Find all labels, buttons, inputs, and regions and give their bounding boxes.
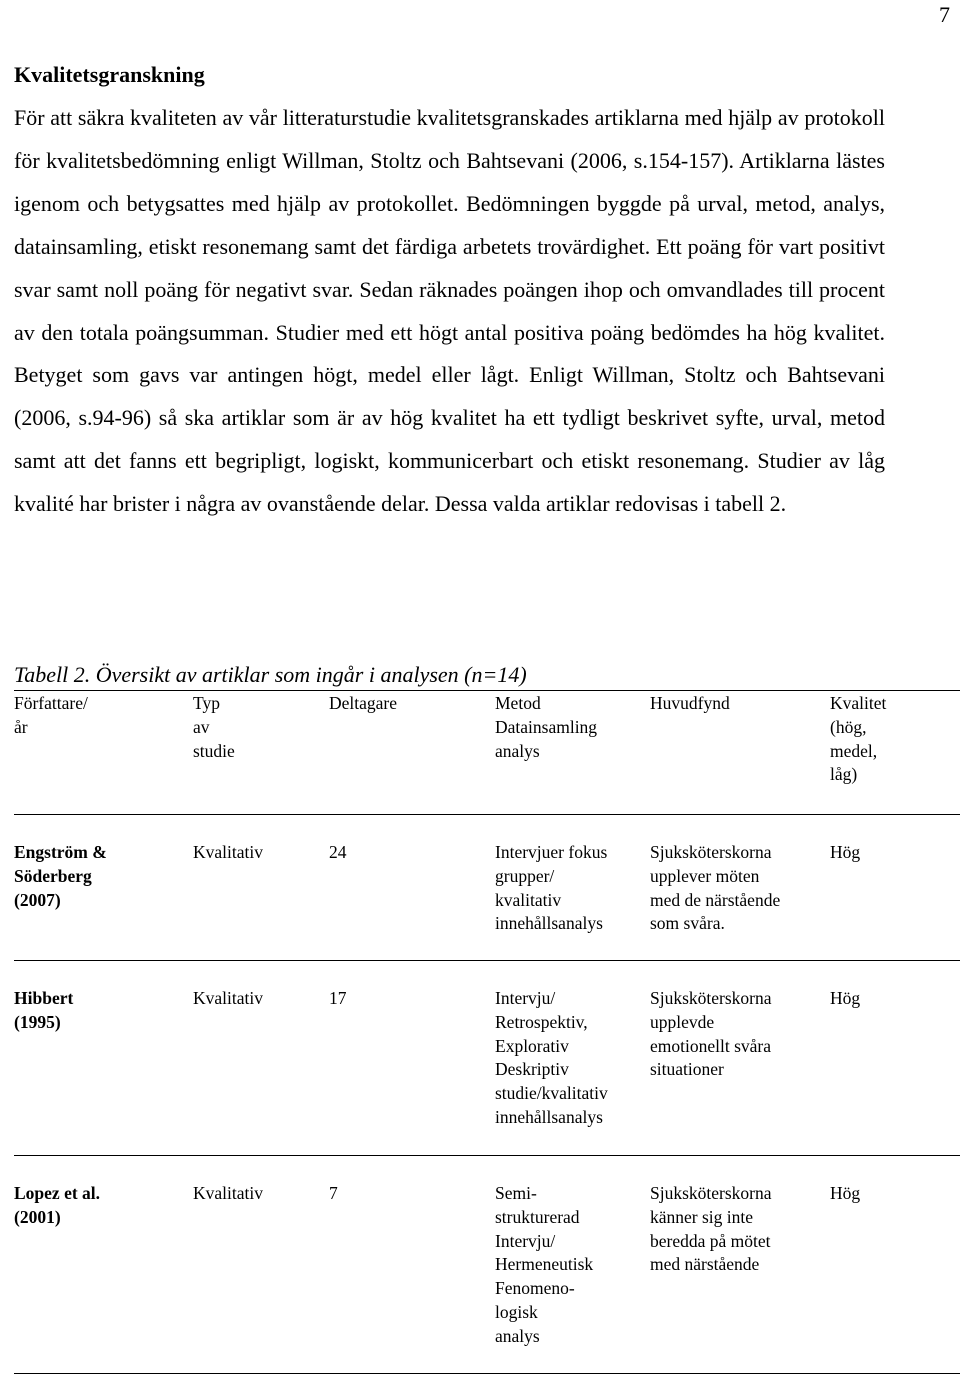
- cell-line: Kvalitativ: [193, 1183, 263, 1203]
- cell-line: Explorativ: [495, 1035, 569, 1056]
- table-row-1-participants: [329, 841, 347, 865]
- cell-line: strukturerad: [495, 1206, 580, 1227]
- cell-line: (2001): [14, 1206, 61, 1227]
- cell-line: Deltagare: [329, 693, 398, 713]
- cell-line: analys: [495, 740, 540, 761]
- cell-line: Lopez et al.: [14, 1183, 101, 1203]
- cell-line: upplevde: [650, 1011, 715, 1032]
- table-row-1-type: [193, 841, 263, 865]
- cell-line: med närstående: [650, 1254, 760, 1275]
- table-row-2-method: [495, 987, 608, 1130]
- table-row-1-author: [14, 841, 107, 912]
- cell-line: Metod: [495, 693, 541, 713]
- table-row-2-quality: [830, 987, 860, 1011]
- cell-line: Hög: [830, 1183, 861, 1203]
- cell-line: medel,: [830, 740, 878, 761]
- cell-line: Hermeneutisk: [495, 1254, 594, 1275]
- cell-line: Sjuksköterskorna: [650, 988, 772, 1008]
- cell-line: Sjuksköterskorna: [650, 842, 772, 862]
- cell-line: Hibbert: [14, 988, 74, 1008]
- page-number: 7: [939, 2, 950, 27]
- cell-line: med de närstående: [650, 889, 781, 910]
- table-caption: Tabell 2. Översikt av artiklar som ingår i analysen (n=14): [14, 662, 527, 687]
- cell-line: (1995): [14, 1011, 61, 1032]
- table-header-rule: [14, 814, 960, 815]
- table-row-1-quality: [830, 841, 860, 865]
- header-method: [495, 692, 597, 763]
- cell-line: 17: [329, 988, 347, 1008]
- cell-line: år: [14, 716, 28, 737]
- table-row-1-findings: [650, 841, 780, 936]
- cell-line: studie: [193, 740, 235, 761]
- cell-line: Söderberg: [14, 865, 92, 886]
- table-row-3-author: [14, 1182, 100, 1230]
- cell-line: logisk: [495, 1301, 538, 1322]
- cell-line: låg): [830, 764, 858, 785]
- cell-line: Deskriptiv: [495, 1059, 569, 1080]
- table-row-1-method: [495, 841, 607, 936]
- cell-line: kvalitativ: [495, 889, 562, 910]
- cell-line: situationer: [650, 1059, 724, 1080]
- cell-line: Kvalitet: [830, 693, 887, 713]
- cell-line: Intervjuer fokus: [495, 842, 608, 862]
- header-author: [14, 692, 88, 740]
- cell-line: Hög: [830, 842, 861, 862]
- cell-line: Semi-: [495, 1183, 537, 1203]
- cell-line: beredda på mötet: [650, 1230, 771, 1251]
- cell-line: Datainsamling: [495, 716, 598, 737]
- table-row-3-method: [495, 1182, 593, 1349]
- cell-line: Hög: [830, 988, 861, 1008]
- cell-line: som svåra.: [650, 913, 725, 934]
- cell-line: Fenomeno-: [495, 1278, 575, 1299]
- table-bottom-rule: [14, 1373, 960, 1374]
- cell-line: Författare/: [14, 693, 88, 713]
- cell-line: Retrospektiv,: [495, 1011, 588, 1032]
- cell-line: emotionellt svåra: [650, 1035, 772, 1056]
- cell-line: känner sig inte: [650, 1206, 754, 1227]
- cell-line: (hög,: [830, 716, 867, 737]
- header-study-type: [193, 692, 235, 763]
- table-top-rule: [14, 690, 960, 691]
- cell-line: studie/kvalitativ: [495, 1083, 608, 1104]
- cell-line: Huvudfynd: [650, 693, 730, 713]
- cell-line: Intervju/: [495, 988, 556, 1008]
- body-paragraph: För att säkra kvaliteten av vår litteraturstudie kvalitetsgranskades artiklarna med hjälp av protokoll för kvalitetsbedömning enligt Willman, Stoltz och Bahtsevani (2006, s.154-157). Artiklarna lästes igenom och betygsattes med hjälp av protokollet. Bedömningen byggde på urval, metod, analys, datainsamling, etiskt resonemang samt det färdiga arbetets trovärdighet. Ett poäng för vart positivt svar samt noll poäng för negativt svar. Sedan räknades poängen ihop och omvandlades till procent av den totala poängsumman. Studier med ett högt antal positiva poäng bedömdes ha hög kvalitet. Betyget som gavs var antingen högt, medel eller lågt. Enligt Willman, Stoltz och Bahtsevani (2006, s.94-96) så ska artiklar som är av hög kvalitet ha ett tydligt beskrivet syfte, urval, metod samt att det fanns ett begripligt, logiskt, kommunicerbart och etiskt resonemang. Studier av låg kvalité har brister i några av ovanstående delar. Dessa valda artiklar redovisas i tabell 2.: [14, 105, 885, 517]
- cell-line: (2007): [14, 889, 61, 910]
- cell-line: upplever möten: [650, 865, 760, 886]
- header-participants: [329, 692, 397, 716]
- cell-line: innehållsanalys: [495, 913, 603, 934]
- section-heading: Kvalitetsgranskning: [14, 62, 205, 87]
- table-row-rule: [14, 1155, 960, 1156]
- cell-line: 24: [329, 842, 347, 862]
- cell-line: Typ: [193, 693, 220, 713]
- cell-line: Sjuksköterskorna: [650, 1183, 772, 1203]
- table-row-2-findings: [650, 987, 772, 1082]
- cell-line: grupper/: [495, 865, 555, 886]
- cell-line: analys: [495, 1325, 540, 1346]
- table-row-2-type: [193, 987, 263, 1011]
- table-row-3-type: [193, 1182, 263, 1206]
- header-quality: [830, 692, 886, 787]
- header-findings: [650, 692, 730, 716]
- table-row-3-participants: [329, 1182, 338, 1206]
- cell-line: Kvalitativ: [193, 988, 263, 1008]
- table-row-3-findings: [650, 1182, 772, 1277]
- table-row-2-participants: [329, 987, 347, 1011]
- cell-line: 7: [329, 1183, 338, 1203]
- cell-line: Kvalitativ: [193, 842, 263, 862]
- table-row-rule: [14, 960, 960, 961]
- table-row-2-author: [14, 987, 73, 1035]
- table-row-3-quality: [830, 1182, 860, 1206]
- cell-line: innehållsanalys: [495, 1106, 603, 1127]
- cell-line: Intervju/: [495, 1230, 556, 1251]
- cell-line: Engström &: [14, 842, 107, 862]
- cell-line: av: [193, 716, 210, 737]
